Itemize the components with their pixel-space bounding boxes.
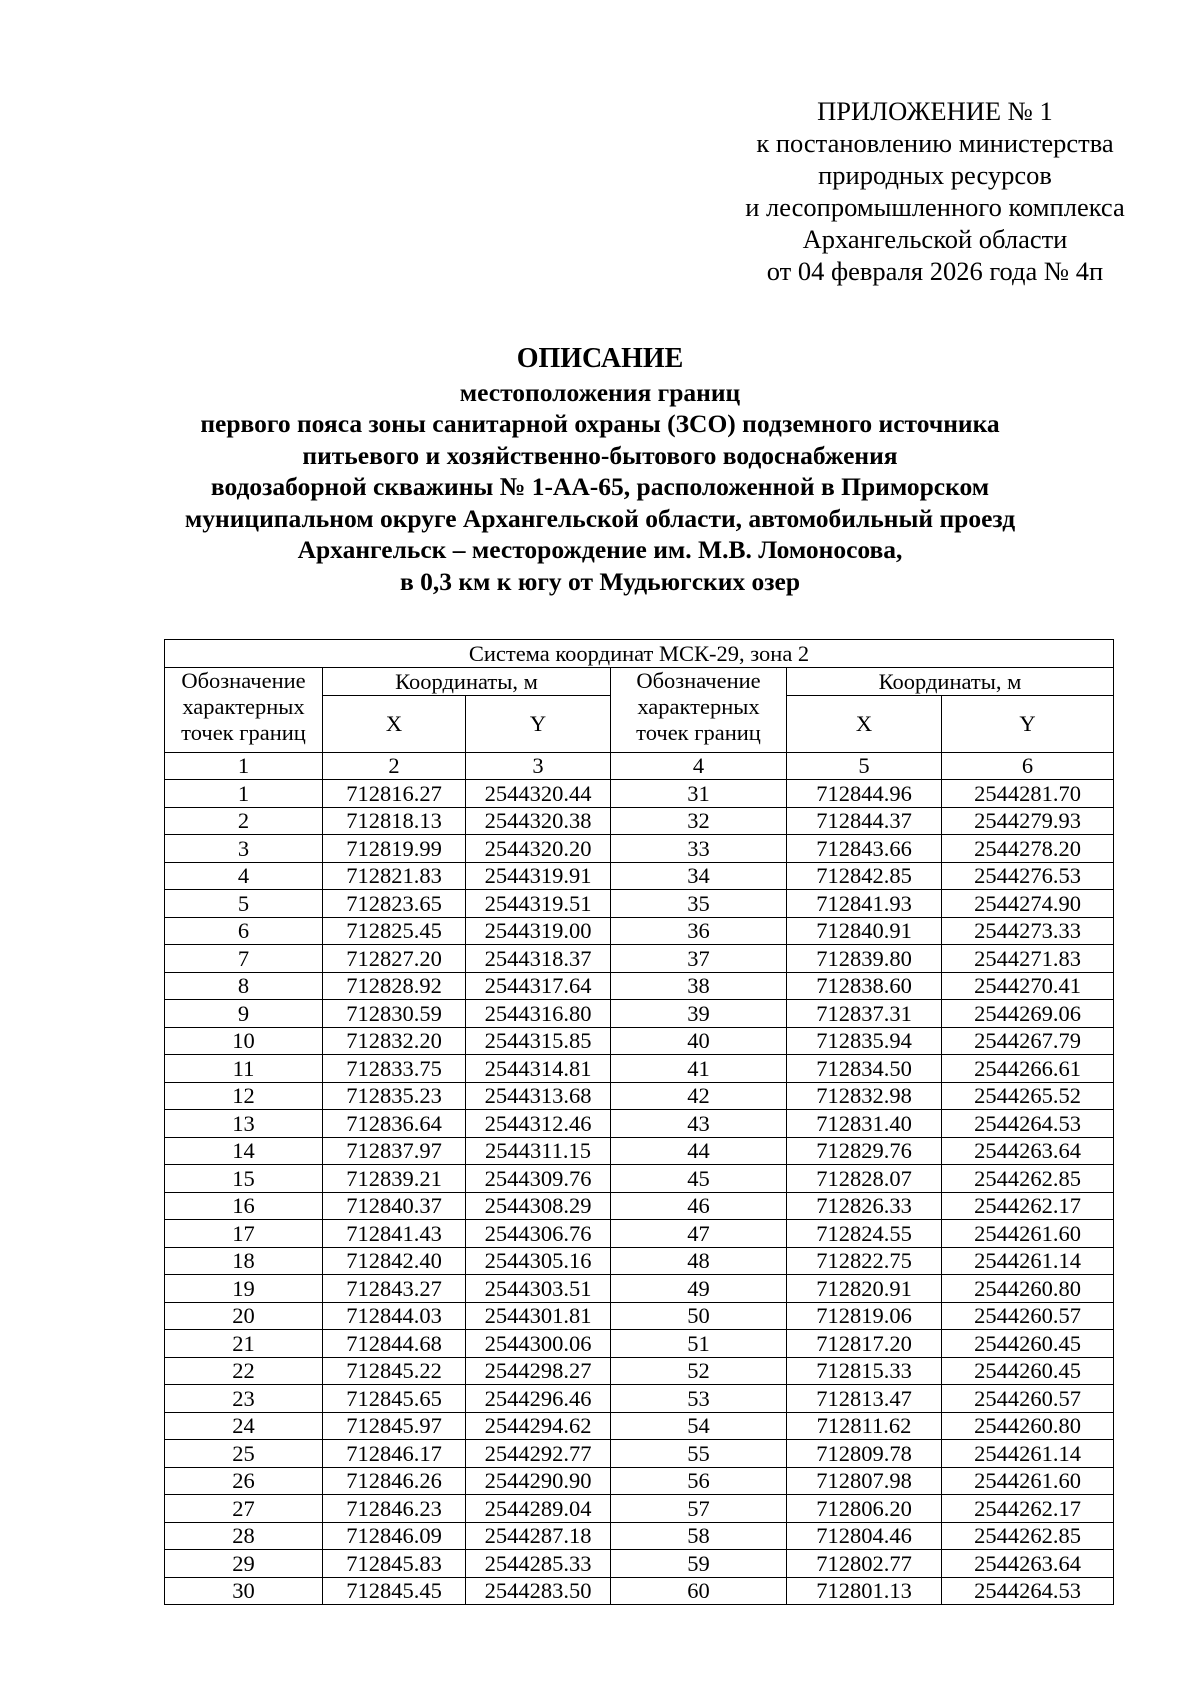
appendix-line: Архангельской области [802, 224, 1068, 254]
point-number: 56 [611, 1467, 787, 1495]
point-number: 57 [611, 1495, 787, 1523]
table-row [165, 917, 1114, 945]
x-coordinate: 712825.45 [323, 917, 466, 945]
point-number: 19 [165, 1275, 323, 1303]
x-coordinate: 712832.98 [787, 1082, 942, 1110]
x-coordinate: 712845.65 [323, 1385, 466, 1413]
y-axis-header: Y [942, 695, 1114, 752]
x-coordinate: 712840.91 [787, 917, 942, 945]
y-coordinate: 2544265.52 [942, 1082, 1114, 1110]
coordinates-header: Координаты, м [787, 668, 1114, 696]
y-coordinate: 2544261.60 [942, 1467, 1114, 1495]
table-row [165, 945, 1114, 973]
column-number-row [165, 752, 1114, 780]
point-number: 27 [165, 1495, 323, 1523]
table-row [165, 1192, 1114, 1220]
table-row [165, 1412, 1114, 1440]
y-coordinate: 2544320.38 [466, 807, 611, 835]
y-coordinate: 2544263.64 [942, 1137, 1114, 1165]
point-number: 13 [165, 1110, 323, 1138]
coordinates-table [164, 639, 1114, 1605]
x-coordinate: 712817.20 [787, 1330, 942, 1358]
y-coordinate: 2544319.91 [466, 862, 611, 890]
x-coordinate: 712846.17 [323, 1440, 466, 1468]
point-number: 32 [611, 807, 787, 835]
y-coordinate: 2544261.14 [942, 1440, 1114, 1468]
y-coordinate: 2544320.44 [466, 780, 611, 808]
point-number: 35 [611, 890, 787, 918]
column-number: 2 [323, 752, 466, 780]
x-coordinate: 712806.20 [787, 1495, 942, 1523]
point-number: 58 [611, 1522, 787, 1550]
y-coordinate: 2544260.45 [942, 1330, 1114, 1358]
x-coordinate: 712827.20 [323, 945, 466, 973]
y-coordinate: 2544319.51 [466, 890, 611, 918]
y-coordinate: 2544285.33 [466, 1550, 611, 1578]
point-number: 20 [165, 1302, 323, 1330]
point-number: 16 [165, 1192, 323, 1220]
point-number: 29 [165, 1550, 323, 1578]
x-coordinate: 712823.65 [323, 890, 466, 918]
x-coordinate: 712815.33 [787, 1357, 942, 1385]
x-coordinate: 712846.26 [323, 1467, 466, 1495]
x-coordinate: 712811.62 [787, 1412, 942, 1440]
x-coordinate: 712802.77 [787, 1550, 942, 1578]
x-coordinate: 712834.50 [787, 1055, 942, 1083]
table-row [165, 1110, 1114, 1138]
y-coordinate: 2544319.00 [466, 917, 611, 945]
x-coordinate: 712844.37 [787, 807, 942, 835]
y-coordinate: 2544316.80 [466, 1000, 611, 1028]
point-number: 59 [611, 1550, 787, 1578]
y-coordinate: 2544312.46 [466, 1110, 611, 1138]
x-coordinate: 712801.13 [787, 1577, 942, 1605]
point-number: 60 [611, 1577, 787, 1605]
x-coordinate: 712821.83 [323, 862, 466, 890]
title-heading: ОПИСАНИЕ [516, 343, 684, 374]
x-coordinate: 712836.64 [323, 1110, 466, 1138]
point-number: 21 [165, 1330, 323, 1358]
table-row [165, 1440, 1114, 1468]
x-coordinate: 712846.09 [323, 1522, 466, 1550]
x-coordinate: 712826.33 [787, 1192, 942, 1220]
point-number: 6 [165, 917, 323, 945]
table-row [165, 1495, 1114, 1523]
point-number: 4 [165, 862, 323, 890]
y-coordinate: 2544292.77 [466, 1440, 611, 1468]
x-coordinate: 712844.03 [323, 1302, 466, 1330]
point-number: 48 [611, 1247, 787, 1275]
y-coordinate: 2544311.15 [466, 1137, 611, 1165]
y-coordinate: 2544305.16 [466, 1247, 611, 1275]
y-coordinate: 2544317.64 [466, 972, 611, 1000]
y-coordinate: 2544262.85 [942, 1165, 1114, 1193]
x-coordinate: 712845.83 [323, 1550, 466, 1578]
y-coordinate: 2544262.85 [942, 1522, 1114, 1550]
point-number: 26 [165, 1467, 323, 1495]
y-coordinate: 2544303.51 [466, 1275, 611, 1303]
table-row [165, 835, 1114, 863]
y-coordinate: 2544266.61 [942, 1055, 1114, 1083]
x-coordinate: 712844.96 [787, 780, 942, 808]
y-coordinate: 2544260.45 [942, 1357, 1114, 1385]
x-coordinate: 712838.60 [787, 972, 942, 1000]
y-coordinate: 2544289.04 [466, 1495, 611, 1523]
point-number: 28 [165, 1522, 323, 1550]
point-number: 22 [165, 1357, 323, 1385]
coordinates-header: Координаты, м [323, 668, 611, 696]
point-number: 2 [165, 807, 323, 835]
point-number: 1 [165, 780, 323, 808]
title-line: муниципальном округе Архангельской области, автомобильный проезд [184, 503, 1016, 533]
appendix-date: от 04 февраля 2026 года № 4п [766, 256, 1104, 286]
x-coordinate: 712845.45 [323, 1577, 466, 1605]
point-number: 46 [611, 1192, 787, 1220]
appendix-line: природных ресурсов [818, 160, 1052, 190]
y-coordinate: 2544296.46 [466, 1385, 611, 1413]
point-number: 24 [165, 1412, 323, 1440]
y-coordinate: 2544260.57 [942, 1302, 1114, 1330]
title-line: в 0,3 км к югу от Мудьюгских озер [399, 566, 801, 596]
point-number: 7 [165, 945, 323, 973]
point-number: 33 [611, 835, 787, 863]
point-number: 52 [611, 1357, 787, 1385]
x-coordinate: 712839.21 [323, 1165, 466, 1193]
title-line: Архангельск – месторождение им. М.В. Ломоносова, [297, 535, 903, 564]
y-coordinate: 2544262.17 [942, 1192, 1114, 1220]
x-axis-header: X [323, 695, 466, 752]
point-number: 54 [611, 1412, 787, 1440]
x-coordinate: 712843.66 [787, 835, 942, 863]
table-row [165, 1357, 1114, 1385]
coordinate-system-header: Система координат МСК-29, зона 2 [165, 640, 1114, 668]
table-row [165, 1550, 1114, 1578]
point-number: 9 [165, 1000, 323, 1028]
point-number: 50 [611, 1302, 787, 1330]
point-number: 3 [165, 835, 323, 863]
x-coordinate: 712845.22 [323, 1357, 466, 1385]
y-coordinate: 2544260.57 [942, 1385, 1114, 1413]
y-coordinate: 2544298.27 [466, 1357, 611, 1385]
document-title [60, 343, 1140, 597]
title-line: водозаборной скважины № 1-АА-65, расположенной в Приморском [210, 472, 990, 501]
x-coordinate: 712835.94 [787, 1027, 942, 1055]
point-number: 51 [611, 1330, 787, 1358]
y-coordinate: 2544261.60 [942, 1220, 1114, 1248]
table-row [165, 1467, 1114, 1495]
table-row [165, 807, 1114, 835]
x-axis-header: X [787, 695, 942, 752]
table-row [165, 780, 1114, 808]
x-coordinate: 712841.93 [787, 890, 942, 918]
point-number: 38 [611, 972, 787, 1000]
column-number: 5 [787, 752, 942, 780]
x-coordinate: 712842.40 [323, 1247, 466, 1275]
table-row [165, 1165, 1114, 1193]
point-number: 44 [611, 1137, 787, 1165]
x-coordinate: 712829.76 [787, 1137, 942, 1165]
x-coordinate: 712822.75 [787, 1247, 942, 1275]
x-coordinate: 712845.97 [323, 1412, 466, 1440]
x-coordinate: 712833.75 [323, 1055, 466, 1083]
table-row [165, 1247, 1114, 1275]
point-number: 37 [611, 945, 787, 973]
y-coordinate: 2544263.64 [942, 1550, 1114, 1578]
y-coordinate: 2544274.90 [942, 890, 1114, 918]
y-coordinate: 2544308.29 [466, 1192, 611, 1220]
point-number: 23 [165, 1385, 323, 1413]
table-row [165, 1027, 1114, 1055]
point-number: 45 [611, 1165, 787, 1193]
y-coordinate: 2544273.33 [942, 917, 1114, 945]
x-coordinate: 712835.23 [323, 1082, 466, 1110]
table-row [165, 1577, 1114, 1605]
x-coordinate: 712830.59 [323, 1000, 466, 1028]
point-number: 5 [165, 890, 323, 918]
table-row [165, 1302, 1114, 1330]
table-row [165, 1330, 1114, 1358]
title-line: питьевого и хозяйственно-бытового водоснабжения [302, 440, 898, 470]
y-coordinate: 2544279.93 [942, 807, 1114, 835]
table-row [165, 1522, 1114, 1550]
table-row [165, 1055, 1114, 1083]
appendix-title: ПРИЛОЖЕНИЕ № 1 [817, 96, 1053, 126]
point-number: 18 [165, 1247, 323, 1275]
x-coordinate: 712804.46 [787, 1522, 942, 1550]
table-row [165, 1220, 1114, 1248]
coordinates-body [165, 780, 1114, 1605]
column-number: 1 [165, 752, 323, 780]
x-coordinate: 712832.20 [323, 1027, 466, 1055]
appendix-line: и лесопромышленного комплекса [745, 192, 1125, 222]
y-axis-header: Y [466, 695, 611, 752]
x-coordinate: 712843.27 [323, 1275, 466, 1303]
table-row [165, 1082, 1114, 1110]
point-number: 31 [611, 780, 787, 808]
point-number: 34 [611, 862, 787, 890]
table-row [165, 1000, 1114, 1028]
x-coordinate: 712807.98 [787, 1467, 942, 1495]
y-coordinate: 2544283.50 [466, 1577, 611, 1605]
y-coordinate: 2544301.81 [466, 1302, 611, 1330]
y-coordinate: 2544261.14 [942, 1247, 1114, 1275]
point-designation-header: Обозначение характерных точек границ [611, 668, 787, 753]
x-coordinate: 712828.07 [787, 1165, 942, 1193]
x-coordinate: 712831.40 [787, 1110, 942, 1138]
x-coordinate: 712824.55 [787, 1220, 942, 1248]
point-number: 53 [611, 1385, 787, 1413]
x-coordinate: 712819.99 [323, 835, 466, 863]
y-coordinate: 2544270.41 [942, 972, 1114, 1000]
y-coordinate: 2544271.83 [942, 945, 1114, 973]
point-number: 10 [165, 1027, 323, 1055]
x-coordinate: 712837.31 [787, 1000, 942, 1028]
x-coordinate: 712837.97 [323, 1137, 466, 1165]
point-number: 43 [611, 1110, 787, 1138]
table-row [165, 862, 1114, 890]
x-coordinate: 712844.68 [323, 1330, 466, 1358]
point-number: 25 [165, 1440, 323, 1468]
y-coordinate: 2544264.53 [942, 1110, 1114, 1138]
x-coordinate: 712819.06 [787, 1302, 942, 1330]
x-coordinate: 712841.43 [323, 1220, 466, 1248]
y-coordinate: 2544267.79 [942, 1027, 1114, 1055]
point-number: 30 [165, 1577, 323, 1605]
x-coordinate: 712818.13 [323, 807, 466, 835]
x-coordinate: 712846.23 [323, 1495, 466, 1523]
y-coordinate: 2544313.68 [466, 1082, 611, 1110]
y-coordinate: 2544287.18 [466, 1522, 611, 1550]
table-row [165, 1385, 1114, 1413]
point-number: 42 [611, 1082, 787, 1110]
column-number: 4 [611, 752, 787, 780]
point-number: 8 [165, 972, 323, 1000]
table-row [165, 890, 1114, 918]
x-coordinate: 712809.78 [787, 1440, 942, 1468]
point-number: 17 [165, 1220, 323, 1248]
point-number: 11 [165, 1055, 323, 1083]
point-number: 41 [611, 1055, 787, 1083]
y-coordinate: 2544281.70 [942, 780, 1114, 808]
y-coordinate: 2544276.53 [942, 862, 1114, 890]
appendix-header [690, 95, 1180, 287]
point-number: 49 [611, 1275, 787, 1303]
y-coordinate: 2544260.80 [942, 1412, 1114, 1440]
x-coordinate: 712828.92 [323, 972, 466, 1000]
column-number: 3 [466, 752, 611, 780]
point-number: 55 [611, 1440, 787, 1468]
point-number: 47 [611, 1220, 787, 1248]
y-coordinate: 2544260.80 [942, 1275, 1114, 1303]
point-designation-header: Обозначение характерных точек границ [165, 668, 323, 753]
column-number: 6 [942, 752, 1114, 780]
y-coordinate: 2544306.76 [466, 1220, 611, 1248]
y-coordinate: 2544300.06 [466, 1330, 611, 1358]
y-coordinate: 2544264.53 [942, 1577, 1114, 1605]
appendix-line: к постановлению министерства [756, 128, 1114, 158]
title-line: первого пояса зоны санитарной охраны (ЗСО) подземного источника [200, 409, 1000, 438]
y-coordinate: 2544294.62 [466, 1412, 611, 1440]
y-coordinate: 2544262.17 [942, 1495, 1114, 1523]
y-coordinate: 2544278.20 [942, 835, 1114, 863]
table-row [165, 1275, 1114, 1303]
point-number: 12 [165, 1082, 323, 1110]
point-number: 36 [611, 917, 787, 945]
point-number: 39 [611, 1000, 787, 1028]
x-coordinate: 712842.85 [787, 862, 942, 890]
y-coordinate: 2544315.85 [466, 1027, 611, 1055]
table-row [165, 972, 1114, 1000]
point-number: 40 [611, 1027, 787, 1055]
point-number: 14 [165, 1137, 323, 1165]
title-line: местоположения границ [459, 377, 741, 407]
point-number: 15 [165, 1165, 323, 1193]
x-coordinate: 712840.37 [323, 1192, 466, 1220]
x-coordinate: 712813.47 [787, 1385, 942, 1413]
y-coordinate: 2544309.76 [466, 1165, 611, 1193]
y-coordinate: 2544314.81 [466, 1055, 611, 1083]
x-coordinate: 712816.27 [323, 780, 466, 808]
y-coordinate: 2544320.20 [466, 835, 611, 863]
x-coordinate: 712820.91 [787, 1275, 942, 1303]
y-coordinate: 2544290.90 [466, 1467, 611, 1495]
y-coordinate: 2544318.37 [466, 945, 611, 973]
y-coordinate: 2544269.06 [942, 1000, 1114, 1028]
table-row [165, 1137, 1114, 1165]
x-coordinate: 712839.80 [787, 945, 942, 973]
